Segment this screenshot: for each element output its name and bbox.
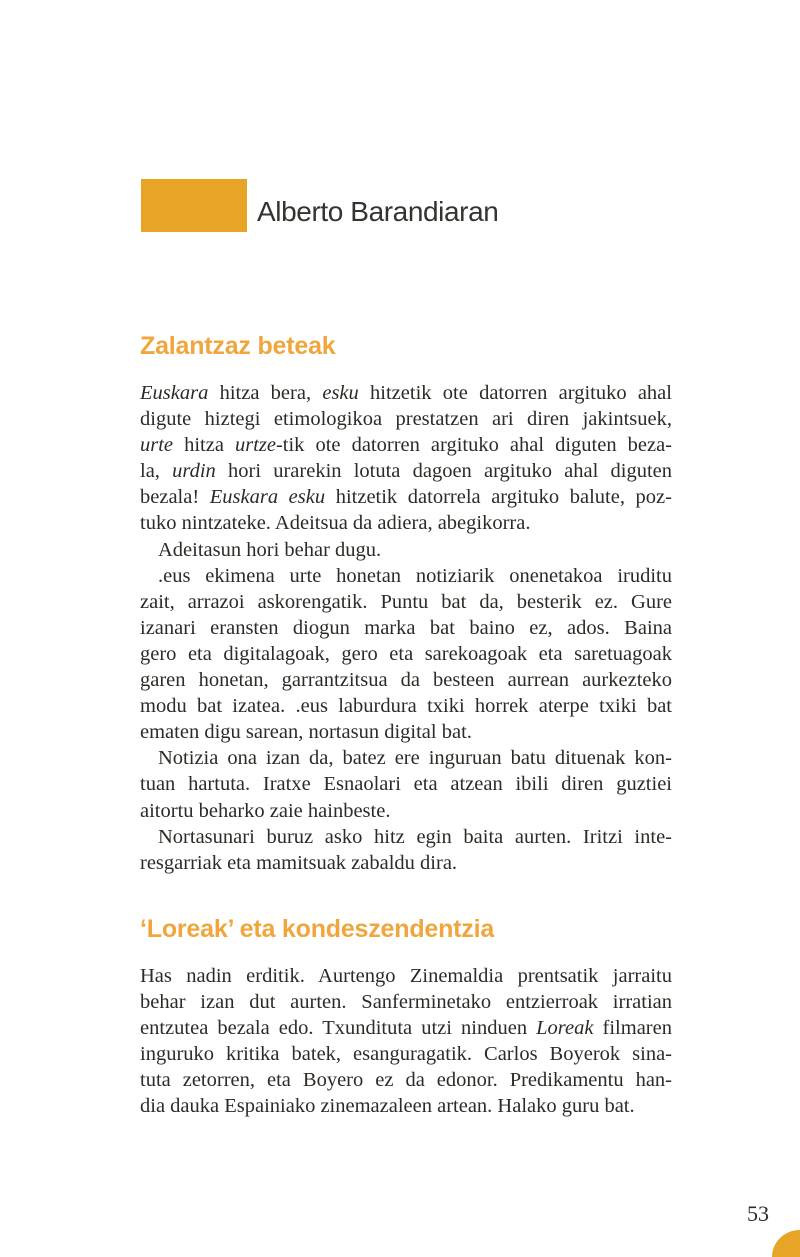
text-line: aitortu beharko zaie hainbeste. [140,799,391,822]
text-line: tuko nintzateke. Adeitsua da adiera, abegikorra. [140,512,531,535]
text-line: digute hiztegi etimologikoa prestatzen ari diren jakintsuek, [140,408,672,431]
text-line: Notizia ona izan da, batez ere inguruan batu dituenak kon- [158,747,672,770]
text-line: tuta zetorren, eta Boyero ez da edonor. Predikamentu han- [140,1069,672,1092]
text-line: dia dauka Espainiako zinemazaleen artean. Halako guru bat. [140,1095,635,1118]
text-line: la, urdin hori urarekin lotuta dagoen argituko ahal diguten [140,460,672,483]
section-text [140,963,672,1120]
text-line: Euskara hitza bera, esku hitzetik ote datorren argituko ahal [140,382,672,404]
author-name: Alberto Barandiaran [257,196,499,227]
text-line: izanari eransten diogun marka bat baino ez, ados. Baina [140,616,672,639]
article-section [140,331,672,876]
section-text [140,380,672,876]
text-line: .eus ekimena urte honetan notiziarik onenetakoa iruditu [158,564,672,587]
text-line: behar izan dut aurten. Sanferminetako entzierroak irratian [140,991,672,1014]
section-heading: Zalantzaz beteak [140,332,336,360]
text-line: tuan hartuta. Iratxe Esnaolari eta atzean ibili diren guztiei [140,773,672,796]
text-line: Nortasunari buruz asko hitz egin baita aurten. Iritzi inte- [158,825,672,848]
text-line: zait, arrazoi askorengatik. Puntu bat da, besterik ez. Gure [140,590,672,613]
page-number: 53 [747,1201,769,1226]
text-line: bezala! Euskara esku hitzetik datorrela argituko balute, poz- [140,486,672,509]
text-line: entzutea bezala edo. Txundituta utzi ninduen Loreak filmaren [140,1017,672,1040]
section-heading: ‘Loreak’ eta kondeszendentzia [140,915,495,943]
text-line: resgarriak eta mamitsuak zabaldu dira. [140,851,458,874]
text-line: garen honetan, garrantzitsua da besteen aurrean aurkezteko [140,669,672,692]
text-line: Has nadin erditik. Aurtengo Zinemaldia prentsatik jarraitu [140,965,672,987]
text-line: urte hitza urtze-tik ote datorren argituko ahal diguten beza- [140,434,672,457]
text-line: Adeitasun hori behar dugu. [158,538,382,561]
text-line: modu bat izatea. .eus laburdura txiki horrek aterpe txiki bat [140,695,672,718]
text-line: ematen digu sarean, nortasun digital bat. [140,721,472,744]
page-corner-decoration [772,1230,800,1257]
article-section [140,914,672,1120]
text-line: inguruko kritika batek, esanguragatik. Carlos Boyerok sina- [140,1043,672,1066]
text-line: gero eta digitalagoak, gero eta sarekoagoak eta saretuagoak [140,642,672,665]
author-band-decoration [141,179,247,232]
